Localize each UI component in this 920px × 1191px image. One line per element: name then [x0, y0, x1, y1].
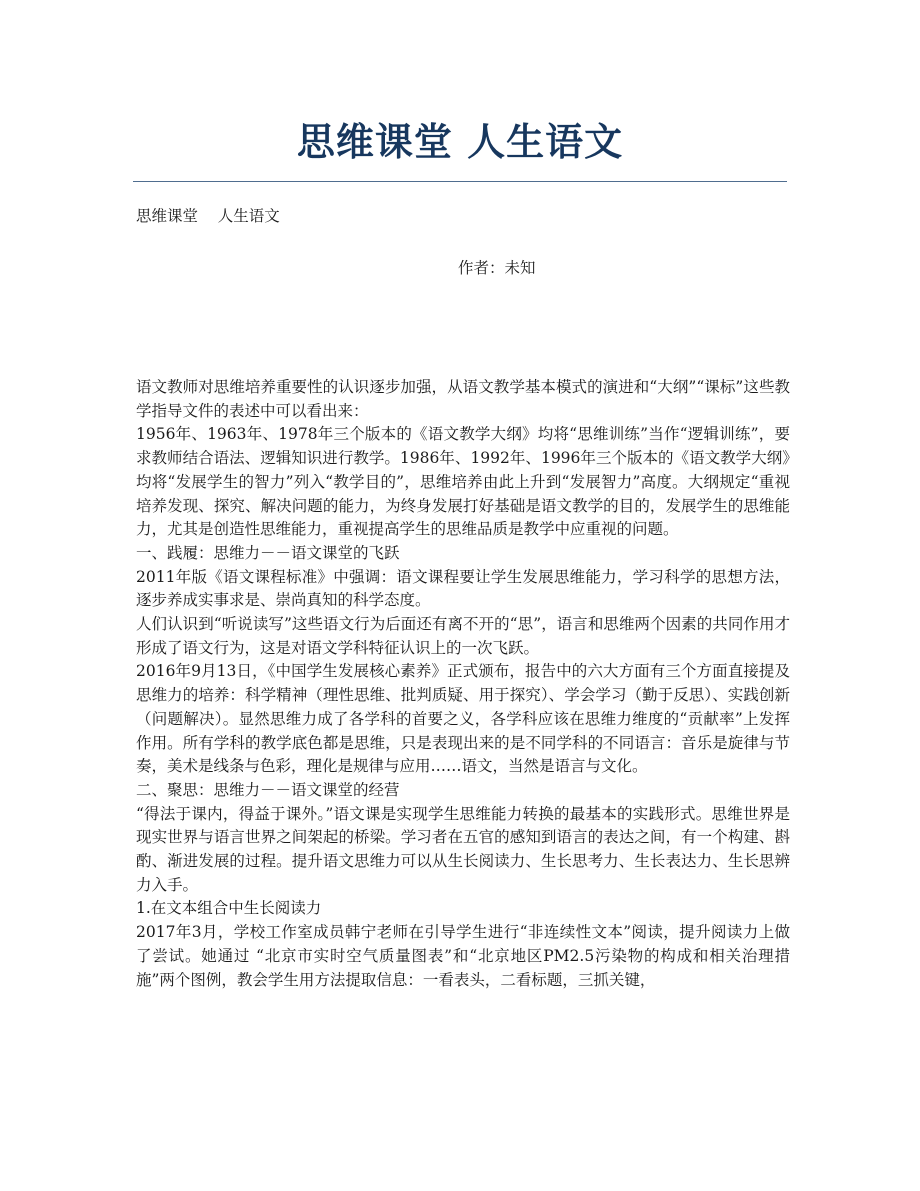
paragraph: 人们认识到“听说读写”这些语文行为后面还有离不开的“思”，语言和思维两个因素的共同作用才形成了语文行为，这是对语文学科特征认识上的一次飞跃。 — [136, 615, 790, 657]
section-heading: 二、聚思：思维力－－语文课堂的经营 — [136, 780, 400, 799]
paragraph: 2016年9月13日，《中国学生发展核心素养》正式颁布，报告中的六大方面有三个方面直接提及思维力的培养：科学精神（理性思维、批判质疑、用于探究）、学会学习（勤于反思）、实践创新（问题解决）。显然思维力成了各学科的首要之义，各学科应该在思维力维度的“贡献率”上发挥作用。所有学科的教学底色都是思维，只是表现出来的是不同学科的不同语言：音乐是旋律与节奏，美术是线条与色彩，理化是规律与应用……语文，当然是语言与文化。 — [136, 662, 790, 776]
subsection-heading: 1.在文本组合中生长阅读力 — [136, 899, 322, 918]
document-body — [136, 376, 790, 992]
document-subtitle: 思维课堂 人生语文 — [136, 207, 280, 225]
paragraph: 2011年版《语文课程标准》中强调：语文课程要让学生发展思维能力，学习科学的思想方法，逐步养成实事求是、崇尚真知的科学态度。 — [136, 567, 790, 610]
paragraph: “得法于课内，得益于课外。”语文课是实现学生思维能力转换的最基本的实践形式。思维世界是现实世界与语言世界之间架起的桥梁。学习者在五官的感知到语言的表达之间，有一个构建、斟酌、渐进发展的过程。提升语文思维力可以从生长阅读力、生长思考力、生长表达力、生长思辨力入手。 — [136, 804, 790, 894]
section-heading: 一、践履：思维力－－语文课堂的飞跃 — [136, 543, 400, 562]
paragraph: 1956年、1963年、1978年三个版本的《语文教学大纲》均将“思维训练”当作“逻辑训练”，要求教师结合语法、逻辑知识进行教学。1986年、1992年、1996年三个版本的《语文教学大纲》均将“发展学生的智力”列入“教学目的”，思维培养由此上升到“发展智力”高度。大纲规定“重视培养发现、探究、解决问题的能力，为终身发展打好基础是语文教学的目的，发展学生的思维能力，尤其是创造性思维能力，重视提高学生的思维品质是教学中应重视的问题。 — [136, 425, 790, 539]
document-title: 思维课堂 人生语文 — [296, 120, 624, 164]
paragraph: 2017年3月，学校工作室成员韩宁老师在引导学生进行“非连续性文本”阅读，提升阅读力上做了尝试。她通过 “北京市实时空气质量图表”和“北京地区PM2.5污染物的构成和相关治理措施”两个图例，教会学生用方法提取信息：一看表头，二看标题，三抓关键， — [136, 923, 790, 989]
author-line: 作者：未知 — [458, 259, 536, 277]
title-divider — [133, 181, 787, 182]
paragraph: 语文教师对思维培养重要性的认识逐步加强，从语文教学基本模式的演进和“大纲”“课标”这些教学指导文件的表述中可以看出来： — [136, 378, 790, 420]
